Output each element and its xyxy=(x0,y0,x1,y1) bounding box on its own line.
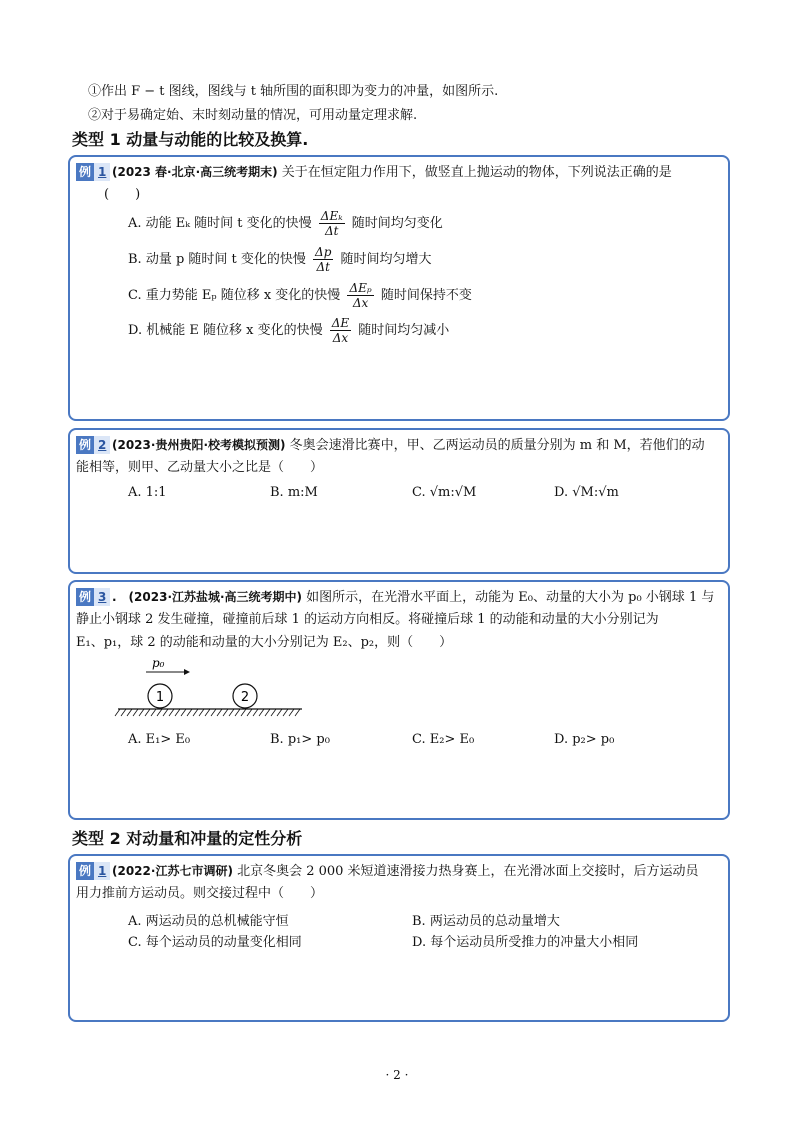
option-d-text: D. 机械能 E 随位移 x 变化的快慢 xyxy=(128,323,323,338)
option-b-tail: 随时间均匀增大 xyxy=(340,252,432,267)
hatch-mark xyxy=(295,709,300,716)
example-label: 例 xyxy=(76,588,94,606)
ball-2-label: 2 xyxy=(240,690,250,705)
option-a xyxy=(128,209,443,238)
hatch-mark xyxy=(115,709,120,716)
numerator: ΔEₚ xyxy=(349,281,372,295)
fraction xyxy=(330,316,351,345)
hatch-mark xyxy=(205,709,210,716)
denominator: Δt xyxy=(324,224,339,238)
option-b-text: B. 动量 p 随时间 t 变化的快慢 xyxy=(128,252,306,267)
hatch-mark xyxy=(241,709,246,716)
hatch-mark xyxy=(223,709,228,716)
example-box-t2-1 xyxy=(68,854,730,1022)
option-c: C. 每个运动员的动量变化相同 xyxy=(128,935,302,950)
hatch-mark xyxy=(265,709,270,716)
ground-hatching xyxy=(115,709,300,716)
numerator: ΔEₖ xyxy=(320,209,343,223)
hatch-mark xyxy=(259,709,264,716)
question-stem xyxy=(112,160,722,185)
hatch-mark xyxy=(199,709,204,716)
option-a: A. 两运动员的总机械能守恒 xyxy=(128,914,289,929)
hatch-mark xyxy=(217,709,222,716)
example-tag xyxy=(76,588,110,606)
example-box-t1-2 xyxy=(68,428,730,574)
p0-label: p₀ xyxy=(152,656,165,670)
option-a-tail: 随时间均匀变化 xyxy=(351,216,443,231)
numerator: ΔE xyxy=(331,316,350,330)
option-c-tail: 随时间保持不变 xyxy=(380,288,472,303)
example-number: 3 xyxy=(94,588,110,606)
option-d xyxy=(128,316,449,345)
hatch-mark xyxy=(253,709,258,716)
denominator: Δt xyxy=(316,260,330,274)
example-box-t1-1 xyxy=(68,155,730,421)
section-heading-type1: 类型 1 动量与动能的比较及换算. xyxy=(72,130,309,149)
hatch-mark xyxy=(175,709,180,716)
hatch-mark xyxy=(181,709,186,716)
example-number: 1 xyxy=(94,862,110,880)
ball-1-label: 1 xyxy=(155,690,165,705)
option-c-text: C. 重力势能 Eₚ 随位移 x 变化的快慢 xyxy=(128,288,341,303)
intro-line-2: ②对于易确定始、末时刻动量的情况，可用动量定理求解. xyxy=(88,108,418,123)
example-label: 例 xyxy=(76,163,94,181)
question-text-2: 用力推前方运动员。则交接过程中（ ） xyxy=(76,886,324,901)
denominator: Δx xyxy=(332,331,349,345)
hatch-mark xyxy=(139,709,144,716)
option-b xyxy=(128,245,432,274)
fraction xyxy=(347,281,373,310)
hatch-mark xyxy=(229,709,234,716)
question-stem xyxy=(112,433,705,458)
hatch-mark xyxy=(235,709,240,716)
option-b: B. m:M xyxy=(270,485,318,500)
hatch-mark xyxy=(283,709,288,716)
option-d: D. p₂> p₀ xyxy=(554,732,615,747)
question-text: 关于在恒定阻力作用下，做竖直上抛运动的物体，下列说法正确的是 xyxy=(277,165,672,180)
option-c: C. E₂> E₀ xyxy=(412,732,475,747)
hatch-mark xyxy=(127,709,132,716)
example-label: 例 xyxy=(76,862,94,880)
example-label: 例 xyxy=(76,436,94,454)
hatch-mark xyxy=(193,709,198,716)
page-number: · 2 · xyxy=(385,1068,409,1082)
option-d: D. 每个运动员所受推力的冲量大小相同 xyxy=(412,935,639,950)
question-text: 北京冬奥会 2 000 米短道速滑接力热身赛上，在光滑冰面上交接时，后方运动员 xyxy=(232,864,699,879)
hatch-mark xyxy=(133,709,138,716)
question-text: 如图所示，在光滑水平面上，动能为 E₀、动量的大小为 p₀ 小钢球 1 与 xyxy=(302,590,715,605)
example-box-t1-3 xyxy=(68,580,730,820)
question-text-2: 能相等，则甲、乙动量大小之比是（ ） xyxy=(76,460,324,475)
option-b: B. 两运动员的总动量增大 xyxy=(412,914,560,929)
hatch-mark xyxy=(151,709,156,716)
question-text-3: E₁、p₁，球 2 的动能和动量的大小分别记为 E₂、p₂，则（ ） xyxy=(76,635,453,650)
option-c: C. √m:√M xyxy=(412,485,477,500)
denominator: Δx xyxy=(352,296,369,310)
intro-line-1: ①作出 F − t 图线，图线与 t 轴所围的面积即为变力的冲量，如图所示. xyxy=(88,84,499,99)
question-text: 冬奥会速滑比赛中，甲、乙两运动员的质量分别为 m 和 M，若他们的动 xyxy=(285,438,705,453)
example-tag xyxy=(76,436,110,454)
numerator: Δp xyxy=(315,245,332,259)
example-tag xyxy=(76,862,110,880)
option-a: A. 1:1 xyxy=(128,485,167,500)
question-source: (2023·贵州贵阳·校考模拟预测) xyxy=(112,438,286,452)
option-c xyxy=(128,281,472,310)
question-text-2: 静止小钢球 2 发生碰撞，碰撞前后球 1 的运动方向相反。将碰撞后球 1 的动能和动量的大小分别记为 xyxy=(76,612,659,627)
collision-figure xyxy=(110,654,310,724)
arrow-head-icon xyxy=(184,669,190,675)
section-heading-type2: 类型 2 对动量和冲量的定性分析 xyxy=(72,829,303,848)
hatch-mark xyxy=(163,709,168,716)
option-a-text: A. 动能 Eₖ 随时间 t 变化的快慢 xyxy=(128,216,312,231)
option-b: B. p₁> p₀ xyxy=(270,732,330,747)
hatch-mark xyxy=(211,709,216,716)
question-source: . (2023·江苏盐城·高三统考期中) xyxy=(112,590,303,604)
hatch-mark xyxy=(247,709,252,716)
hatch-mark xyxy=(121,709,126,716)
example-number: 2 xyxy=(94,436,110,454)
option-a: A. E₁> E₀ xyxy=(128,732,191,747)
example-tag xyxy=(76,163,110,181)
question-source: (2023 春·北京·高三统考期末) xyxy=(112,165,278,179)
hatch-mark xyxy=(277,709,282,716)
question-stem xyxy=(112,859,699,884)
question-source: (2022·江苏七市调研) xyxy=(112,864,233,878)
question-stem xyxy=(112,585,714,610)
example-number: 1 xyxy=(94,163,110,181)
hatch-mark xyxy=(271,709,276,716)
hatch-mark xyxy=(145,709,150,716)
hatch-mark xyxy=(289,709,294,716)
fraction xyxy=(319,209,345,238)
option-d: D. √M:√m xyxy=(554,485,619,500)
fraction xyxy=(313,245,333,274)
hatch-mark xyxy=(187,709,192,716)
option-d-tail: 随时间均匀减小 xyxy=(358,323,450,338)
hatch-mark xyxy=(157,709,162,716)
hatch-mark xyxy=(169,709,174,716)
answer-paren: ( ) xyxy=(104,187,141,202)
